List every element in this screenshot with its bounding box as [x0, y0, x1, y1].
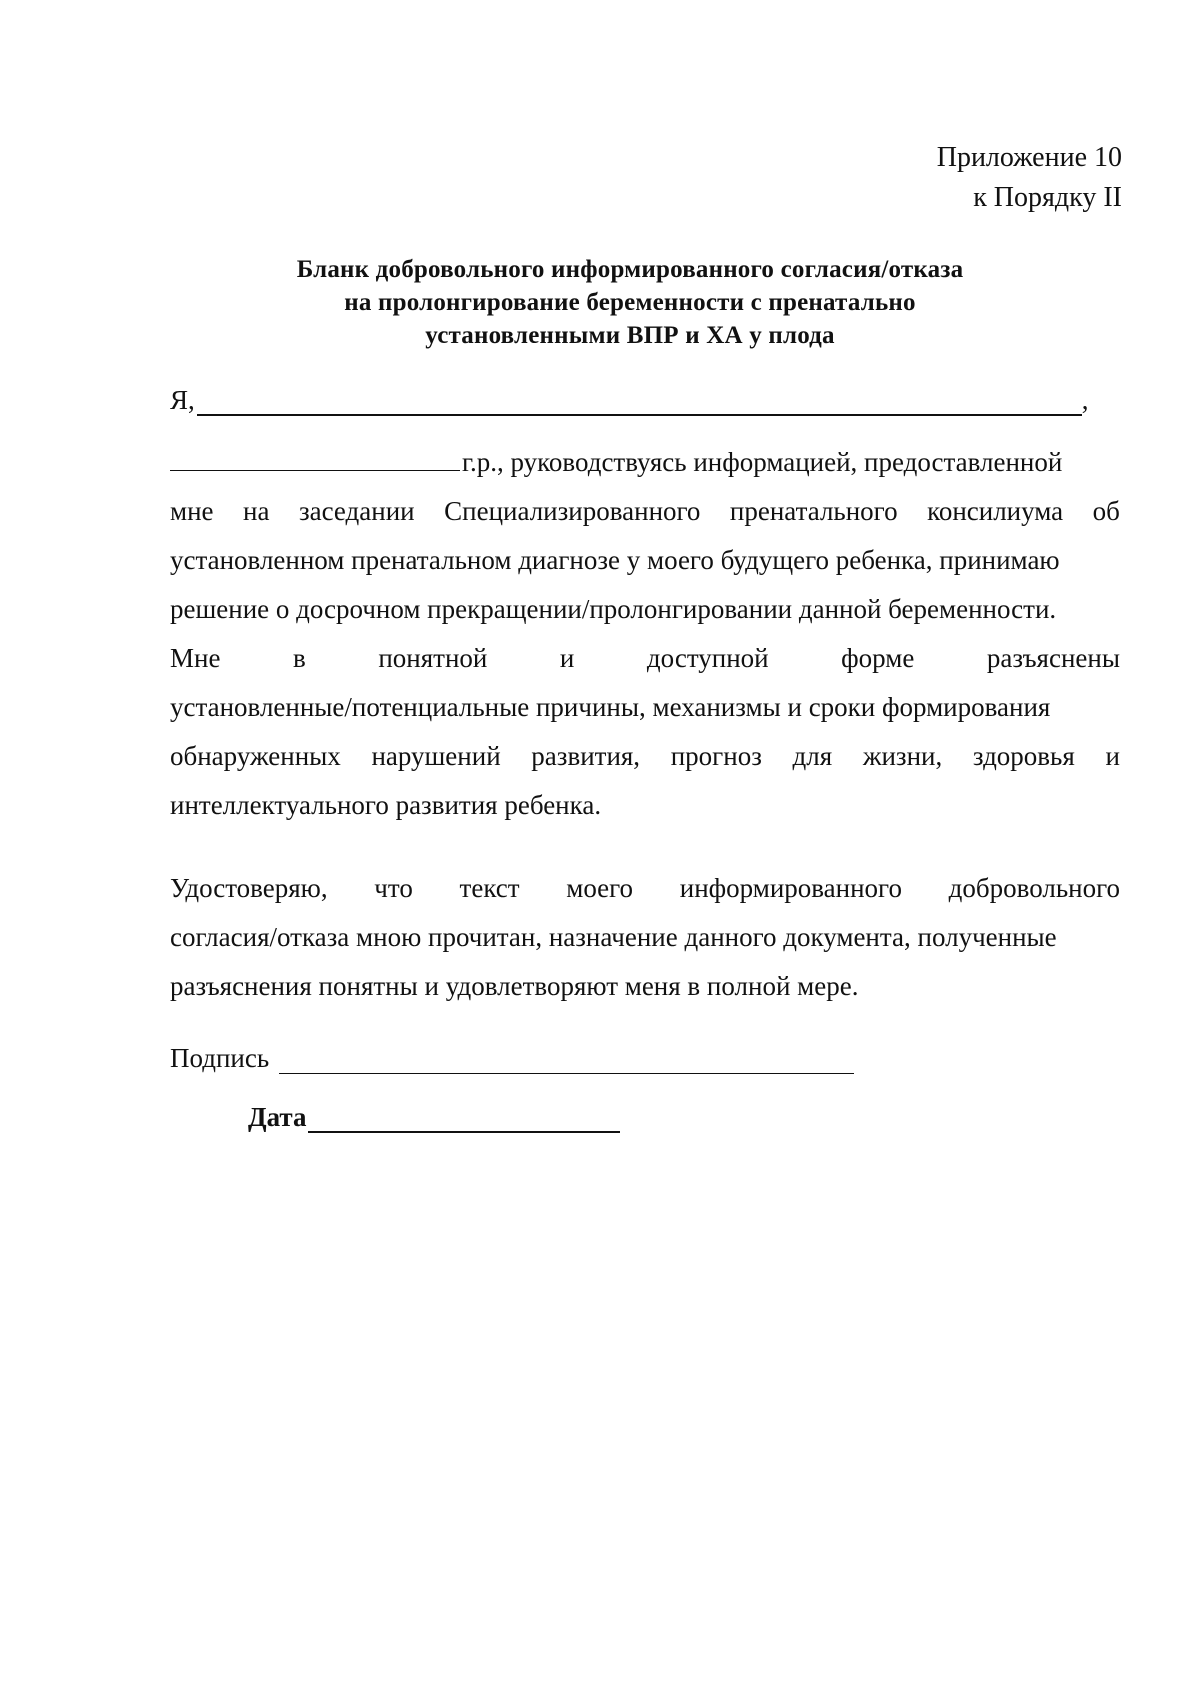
- paragraph-word: жизни,: [862, 741, 943, 771]
- signature-label: Подпись: [170, 1043, 270, 1073]
- paragraph-word: обнаруженных: [170, 741, 341, 771]
- name-suffix: ,: [1081, 385, 1089, 415]
- paragraph-line-justified: [170, 732, 1120, 781]
- paragraph-word: понятной: [378, 643, 488, 673]
- paragraph-word: нарушений: [371, 741, 501, 771]
- paragraph-word: и: [559, 643, 575, 673]
- document-title: [170, 253, 1090, 352]
- paragraph-line-text: г.р., руководствуясь информацией, предоставленной: [462, 447, 1063, 477]
- consent-paragraph-1: [170, 438, 1120, 830]
- paragraph-word: что: [374, 873, 413, 903]
- paragraph-word: консилиума: [927, 496, 1064, 526]
- paragraph-word: текст: [459, 873, 520, 903]
- paragraph-line: [170, 438, 1120, 487]
- appendix-header: [937, 138, 1122, 218]
- paragraph-line: разъяснения понятны и удовлетворяют меня в полной мере.: [170, 971, 859, 1001]
- paragraph-word: на: [243, 496, 270, 526]
- paragraph-line: установленном пренатальном диагнозе у моего будущего ребенка, принимаю: [170, 545, 1060, 575]
- appendix-number: Приложение 10: [936, 142, 1122, 173]
- paragraph-line: установленные/потенциальные причины, механизмы и сроки формирования: [170, 692, 1051, 722]
- appendix-reference: к Порядку II: [973, 182, 1122, 213]
- paragraph-word: для: [792, 741, 833, 771]
- paragraph-word: прогноз: [670, 741, 762, 771]
- birth-year-blank-field[interactable]: [170, 448, 460, 471]
- paragraph-word: пренатального: [729, 496, 898, 526]
- name-prefix: Я,: [170, 385, 195, 415]
- paragraph-word: Удостоверяю,: [170, 873, 328, 903]
- signature-row: [170, 1043, 854, 1074]
- name-line: [170, 385, 1089, 416]
- paragraph-line-justified: [170, 864, 1120, 913]
- paragraph-word: заседании: [298, 496, 415, 526]
- paragraph-word: моего: [566, 873, 634, 903]
- paragraph-word: здоровья: [972, 741, 1075, 771]
- paragraph-word: форме: [841, 643, 915, 673]
- paragraph-line: решение о досрочном прекращении/пролонгировании данной беременности.: [170, 594, 1057, 624]
- name-blank-field[interactable]: [197, 390, 1082, 416]
- date-row: [248, 1102, 620, 1133]
- paragraph-word: в: [293, 643, 306, 673]
- title-line-2: на пролонгирование беременности с пренатально: [344, 289, 916, 316]
- date-label: Дата: [248, 1102, 307, 1132]
- paragraph-word: информированного: [679, 873, 902, 903]
- signature-blank-field[interactable]: [279, 1049, 854, 1074]
- paragraph-word: разъяснены: [986, 643, 1120, 673]
- paragraph-line-justified: [170, 487, 1120, 536]
- paragraph-word: Специализированного: [444, 496, 701, 526]
- title-line-3: установленными ВПР и ХА у плода: [425, 322, 835, 349]
- paragraph-word: и: [1105, 741, 1120, 771]
- paragraph-word: доступной: [646, 643, 769, 673]
- paragraph-word: об: [1092, 496, 1120, 526]
- paragraph-word: добровольного: [948, 873, 1120, 903]
- paragraph-word: Мне: [170, 643, 221, 673]
- date-blank-field[interactable]: [308, 1107, 620, 1133]
- paragraph-line: согласия/отказа мною прочитан, назначение данного документа, полученные: [170, 922, 1057, 952]
- paragraph-word: мне: [170, 496, 214, 526]
- consent-paragraph-2: [170, 864, 1120, 1011]
- paragraph-line: интеллектуального развития ребенка.: [170, 790, 602, 820]
- paragraph-line-justified: [170, 634, 1120, 683]
- title-line-1: Бланк добровольного информированного согласия/отказа: [296, 256, 964, 283]
- paragraph-word: развития,: [531, 741, 641, 771]
